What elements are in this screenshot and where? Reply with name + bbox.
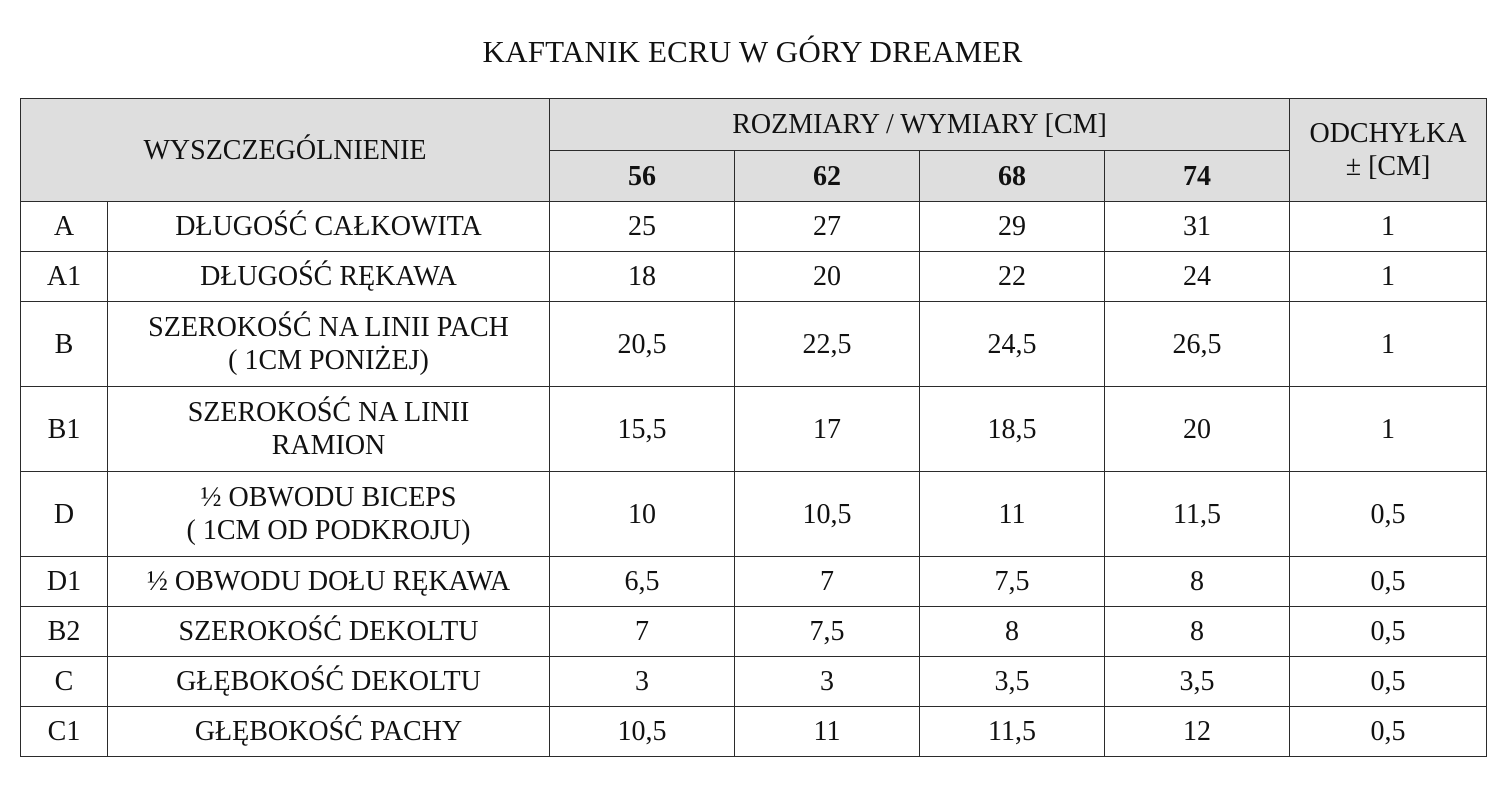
size-value-cell: 8 [1105, 557, 1290, 607]
tolerance-cell: 0,5 [1290, 472, 1487, 557]
row-label [108, 707, 550, 757]
row-label-line: GŁĘBOKOŚĆ PACHY [194, 716, 463, 747]
size-header: 56 [550, 151, 735, 202]
row-label-line: SZEROKOŚĆ NA LINII PACH [148, 312, 509, 343]
size-value-cell: 24 [1105, 252, 1290, 302]
size-value-cell: 18,5 [920, 387, 1105, 472]
size-value-cell: 20 [1105, 387, 1290, 472]
row-code: D [21, 472, 108, 557]
header-row-1 [21, 99, 1487, 151]
row-label-line: SZEROKOŚĆ DEKOLTU [178, 616, 479, 647]
size-value-cell: 7,5 [920, 557, 1105, 607]
row-label [108, 202, 550, 252]
size-value-cell: 7 [735, 557, 920, 607]
table-row [21, 252, 1487, 302]
row-label [108, 252, 550, 302]
row-label-line: DŁUGOŚĆ CAŁKOWITA [175, 211, 482, 242]
size-value-cell: 22,5 [735, 302, 920, 387]
tolerance-cell: 1 [1290, 202, 1487, 252]
table-row [21, 657, 1487, 707]
size-value-cell: 25 [550, 202, 735, 252]
table-row [21, 202, 1487, 252]
row-label-line: GŁĘBOKOŚĆ DEKOLTU [176, 666, 481, 697]
size-header: 62 [735, 151, 920, 202]
row-label [108, 472, 550, 557]
size-value-cell: 22 [920, 252, 1105, 302]
tolerance-cell: 0,5 [1290, 707, 1487, 757]
size-value-cell: 10,5 [735, 472, 920, 557]
tolerance-cell: 1 [1290, 387, 1487, 472]
tolerance-cell: 0,5 [1290, 657, 1487, 707]
size-value-cell: 17 [735, 387, 920, 472]
row-label [108, 607, 550, 657]
size-value-cell: 29 [920, 202, 1105, 252]
row-label-line: RAMION [271, 430, 386, 461]
row-label-line: ( 1CM PONIŻEJ) [228, 345, 429, 376]
row-label [108, 557, 550, 607]
row-code: C [21, 657, 108, 707]
table-row [21, 302, 1487, 387]
tolerance-cell: 0,5 [1290, 607, 1487, 657]
tolerance-header [1290, 99, 1487, 202]
size-value-cell: 10,5 [550, 707, 735, 757]
row-code: B1 [21, 387, 108, 472]
size-value-cell: 3,5 [920, 657, 1105, 707]
row-code: D1 [21, 557, 108, 607]
table-row [21, 387, 1487, 472]
size-value-cell: 3 [550, 657, 735, 707]
row-label [108, 657, 550, 707]
table-row [21, 557, 1487, 607]
tolerance-header-line1: ODCHYŁKA [1309, 118, 1467, 149]
size-value-cell: 11,5 [1105, 472, 1290, 557]
table-row [21, 472, 1487, 557]
tolerance-header-line2: ± [CM] [1345, 151, 1431, 182]
row-label-line: ½ OBWODU DOŁU RĘKAWA [146, 566, 511, 597]
size-value-cell: 12 [1105, 707, 1290, 757]
row-label-line: SZEROKOŚĆ NA LINII [187, 397, 470, 428]
size-value-cell: 18 [550, 252, 735, 302]
size-value-cell: 7 [550, 607, 735, 657]
row-label-line: DŁUGOŚĆ RĘKAWA [200, 261, 457, 292]
size-value-cell: 31 [1105, 202, 1290, 252]
tolerance-cell: 0,5 [1290, 557, 1487, 607]
size-value-cell: 20,5 [550, 302, 735, 387]
size-value-cell: 20 [735, 252, 920, 302]
row-label [108, 302, 550, 387]
row-code: B [21, 302, 108, 387]
row-label [108, 387, 550, 472]
tolerance-cell: 1 [1290, 302, 1487, 387]
sizes-group-header: ROZMIARY / WYMIARY [CM] [550, 99, 1290, 151]
size-value-cell: 8 [920, 607, 1105, 657]
row-code: C1 [21, 707, 108, 757]
size-header: 74 [1105, 151, 1290, 202]
size-header: 68 [920, 151, 1105, 202]
size-value-cell: 27 [735, 202, 920, 252]
row-code: A [21, 202, 108, 252]
row-code: B2 [21, 607, 108, 657]
spec-header: WYSZCZEGÓLNIENIE [21, 99, 550, 202]
size-value-cell: 11 [920, 472, 1105, 557]
size-value-cell: 10 [550, 472, 735, 557]
size-value-cell: 6,5 [550, 557, 735, 607]
row-label-line: ( 1CM OD PODKROJU) [186, 515, 471, 546]
size-value-cell: 11 [735, 707, 920, 757]
row-label-line: ½ OBWODU BICEPS [200, 482, 457, 513]
size-chart-table [20, 98, 1487, 757]
size-value-cell: 15,5 [550, 387, 735, 472]
size-value-cell: 26,5 [1105, 302, 1290, 387]
size-value-cell: 11,5 [920, 707, 1105, 757]
page-title: KAFTANIK ECRU W GÓRY DREAMER [482, 34, 1023, 69]
table-row [21, 607, 1487, 657]
size-value-cell: 24,5 [920, 302, 1105, 387]
size-value-cell: 3 [735, 657, 920, 707]
table-row [21, 707, 1487, 757]
size-value-cell: 7,5 [735, 607, 920, 657]
size-value-cell: 3,5 [1105, 657, 1290, 707]
tolerance-cell: 1 [1290, 252, 1487, 302]
row-code: A1 [21, 252, 108, 302]
size-value-cell: 8 [1105, 607, 1290, 657]
